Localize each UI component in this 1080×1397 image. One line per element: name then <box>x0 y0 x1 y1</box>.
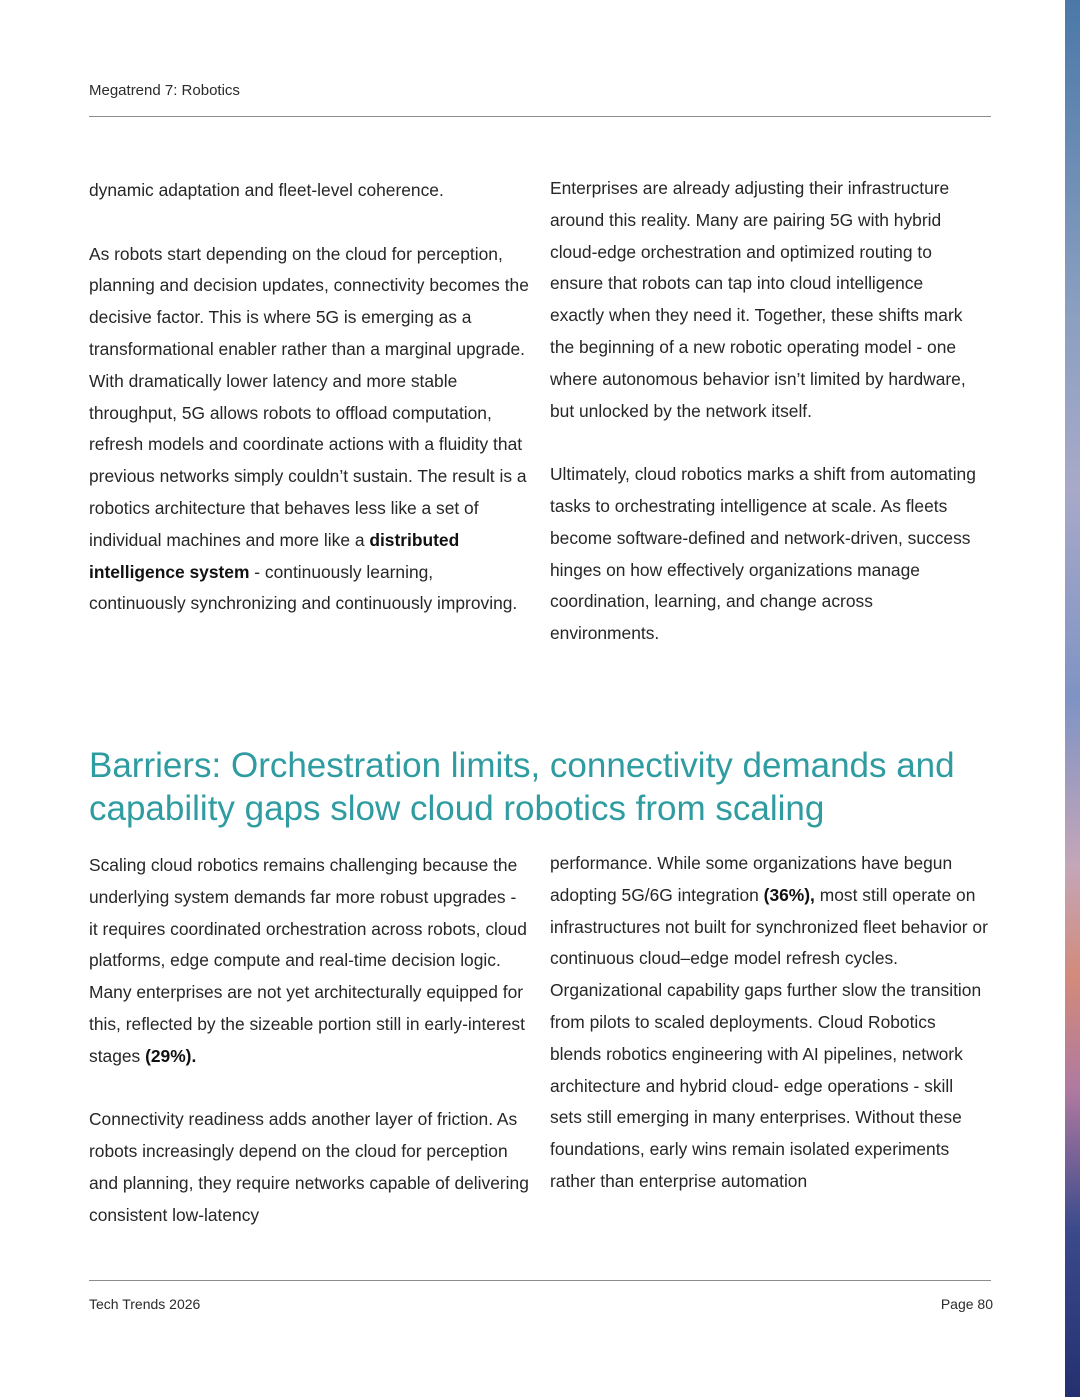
section-header: Megatrend 7: Robotics <box>89 82 240 99</box>
decorative-side-band <box>1065 0 1080 1397</box>
column-bottom-right <box>550 848 988 1198</box>
paragraph <box>89 239 529 621</box>
column-top-right <box>550 173 982 650</box>
text-run: As robots start depending on the cloud for perception, planning and decision updates, connectivity becomes the decisive factor. This is where 5G is emerging as a transformational enabler rather than a marginal upgrade. With dramatically lower latency and more stable throughput, 5G allows robots to offload computation, refresh models and coordinate actions with a fluidity that previous networks simply couldn’t sustain. The result is a robotics architecture that behaves less like a set of individual machines and more like a <box>89 243 529 550</box>
paragraph: dynamic adaptation and fleet-level coherence. <box>89 180 444 200</box>
paragraph <box>550 848 988 1198</box>
paragraph: Enterprises are already adjusting their infrastructure around this reality. Many are pairing 5G with hybrid cloud-edge orchestration and optimized routing to ensure that robots can tap into cloud intelligence exactly when they need it. Together, these shifts mark the beginning of a new robotic operating model - one where autonomous behavior isn’t limited by hardware, but unlocked by the network itself. <box>550 178 966 421</box>
text-run: most still operate on infrastructures not built for synchronized fleet behavior or continuous cloud–edge model refresh cycles. Organizational capability gaps further slow the transition from pilots to scaled deployments. Cloud Robotics blends robotics engineering with AI pipelines, network architecture and hybrid cloud- edge operations - skill sets still emerging in many enterprises. Without these foundations, early wins remain isolated experiments rather than enterprise automation <box>550 884 988 1191</box>
bold-phrase: distributed intelligence system <box>89 529 460 582</box>
column-bottom-left <box>89 850 529 1232</box>
paragraph <box>89 850 529 1073</box>
paragraph: Ultimately, cloud robotics marks a shift from automating tasks to orchestrating intelligence at scale. As fleets become software-defined and network-driven, success hinges on how effectively organizations manage coordination, learning, and change across environments. <box>550 464 976 644</box>
text-run: performance. While some organizations have begun adopting 5G/6G integration <box>550 853 953 905</box>
bold-stat: (29%). <box>145 1045 197 1066</box>
page-number: Page 80 <box>940 1296 993 1312</box>
text-run: Scaling cloud robotics remains challenging because the underlying system demands far more robust upgrades - it requires coordinated orchestration across robots, cloud platforms, edge compute and real-time decision logic. Many enterprises are not yet architecturally equipped for this, reflected by the sizeable portion still in early-interest stages <box>89 855 527 1066</box>
text-run: - continuously learning, continuously synchronizing and continuously improving. <box>89 561 518 614</box>
column-top-left <box>89 175 529 620</box>
footer-publication: Tech Trends 2026 <box>89 1296 201 1312</box>
footer-divider <box>89 1280 991 1281</box>
paragraph: Connectivity readiness adds another layer of friction. As robots increasingly depend on the cloud for perception and planning, they require networks capable of delivering consistent low-latency <box>89 1109 529 1225</box>
header-divider <box>89 116 991 117</box>
bold-stat: (36%), <box>763 884 815 905</box>
section-heading: Barriers: Orchestration limits, connectivity demands and capability gaps slow cloud robotics from scaling <box>89 746 955 828</box>
